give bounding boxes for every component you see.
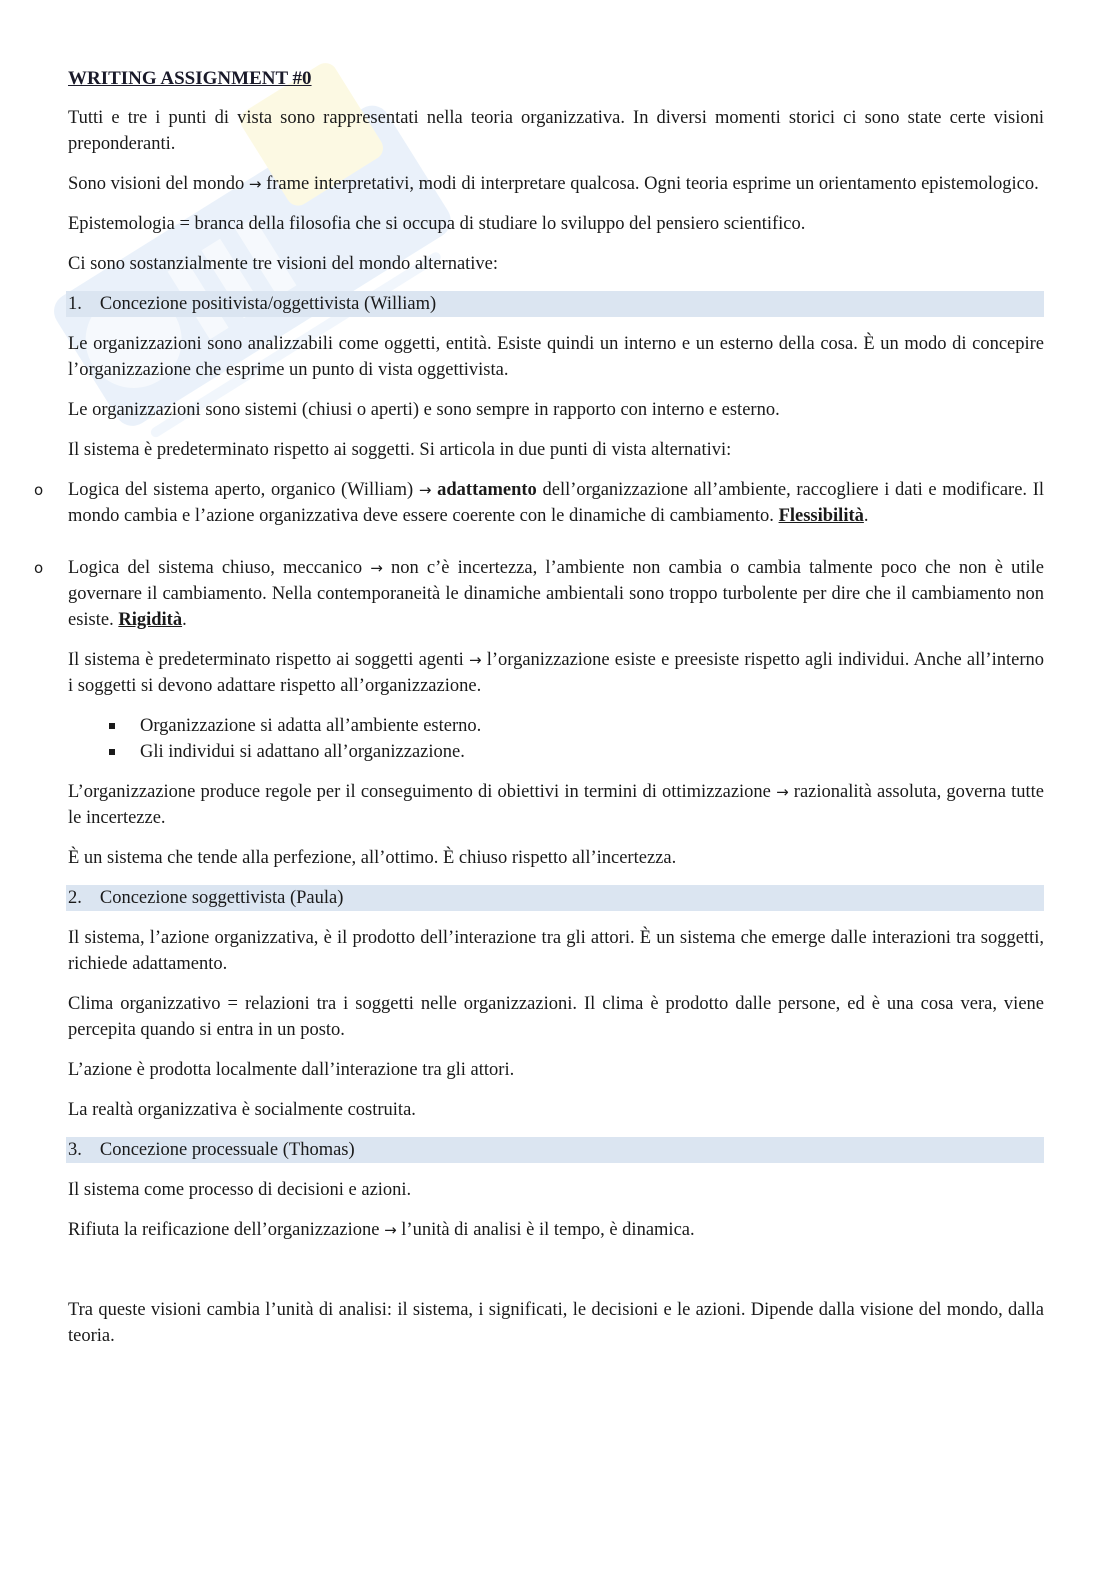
circle-bullet-icon: o xyxy=(34,481,44,499)
section2-paragraph-1: Il sistema, l’azione organizzativa, è il prodotto dell’interazione tra gli attori. È un sistema che emerge dalle interazioni tra soggetti, richiede adattamento. xyxy=(68,928,1044,974)
section1-paragraph-1: Le organizzazioni sono analizzabili come oggetti, entità. Esiste quindi un interno e un esterno della cosa. È un modo di concepire l’organizzazione che esprime un punto di vista oggettivista. xyxy=(68,334,1044,380)
section1-paragraph-6: È un sistema che tende alla perfezione, all’ottimo. È chiuso rispetto all’incertezza. xyxy=(68,848,677,868)
section1-paragraph-4: Il sistema è predeterminato rispetto ai soggetti agenti → l’organizzazione esiste e preesiste rispetto agli individui. Anche all’interno i soggetti si devono adattare rispetto all’organizzazione. xyxy=(68,650,1044,696)
section-heading-3 xyxy=(66,1137,1044,1163)
section1-paragraph-2: Le organizzazioni sono sistemi (chiusi o aperti) e sono sempre in rapporto con interno e esterno. xyxy=(68,400,780,420)
arrow-right-icon: → xyxy=(370,559,383,577)
section-heading-1 xyxy=(66,291,1044,317)
section1-paragraph-3: Il sistema è predeterminato rispetto ai soggetti. Si articola in due punti di vista alternativi: xyxy=(68,440,732,460)
section2-paragraph-2: Clima organizzativo = relazioni tra i soggetti nelle organizzazioni. Il clima è prodotto dalle persone, ed è una cosa vera, viene percepita quando si entra in un posto. xyxy=(68,994,1044,1040)
intro-paragraph-2: Sono visioni del mondo → frame interpretativi, modi di interpretare qualcosa. Ogni teoria esprime un orientamento epistemologico. xyxy=(68,174,1039,194)
intro-paragraph-1: Tutti e tre i punti di vista sono rappresentati nella teoria organizzativa. In diversi momenti storici ci sono state certe visioni preponderanti. xyxy=(68,108,1044,154)
intro-paragraph-3: Epistemologia = branca della filosofia che si occupa di studiare lo sviluppo del pensiero scientifico. xyxy=(68,214,806,234)
arrow-right-icon: → xyxy=(776,783,789,801)
section-number: 1. xyxy=(68,294,82,314)
section1-paragraph-5: L’organizzazione produce regole per il conseguimento di obiettivi in termini di ottimizzazione → razionalità assoluta, governa tutte le incertezze. xyxy=(68,782,1044,828)
list-item-closed-system: o Logica del sistema chiuso, meccanico → non c’è incertezza, l’ambiente non cambia o cambia talmente poco che non è utile governare il cambiamento. Nella contemporaneità le dinamiche ambientali sono troppo turbolente per dire che il cambiamento non esiste. Rigidità. xyxy=(68,555,1044,633)
section-title: Concezione soggettivista (Paula) xyxy=(99,888,344,908)
circle-bullet-icon: o xyxy=(34,559,44,577)
section2-paragraph-3: L’azione è prodotta localmente dall’interazione tra gli attori. xyxy=(68,1060,515,1080)
document-page xyxy=(34,66,1045,1363)
arrow-right-icon: → xyxy=(418,481,432,499)
list-item-open-system: o Logica del sistema aperto, organico (William) → adattamento dell’organizzazione all’ambiente, raccogliere i dati e modificare. Il mondo cambia e l’azione organizzativa deve essere coerente con le dinamiche di cambiamento. Flessibilità. xyxy=(68,477,1044,529)
section2-paragraph-4: La realtà organizzativa è socialmente costruita. xyxy=(68,1100,416,1120)
section3-paragraph-1: Il sistema come processo di decisioni e azioni. xyxy=(68,1180,412,1200)
section-heading-2 xyxy=(66,885,1044,911)
list-item: Gli individui si adattano all’organizzazione. xyxy=(68,739,1044,765)
section-number: 3. xyxy=(68,1140,82,1160)
square-bullet-list xyxy=(68,713,1044,765)
conclusion-paragraph: Tra queste visioni cambia l’unità di analisi: il sistema, i significati, le decisioni e le azioni. Dipende dalla visione del mondo, dalla teoria. xyxy=(68,1300,1044,1346)
arrow-right-icon: → xyxy=(468,651,482,669)
list-item: Organizzazione si adatta all’ambiente esterno. xyxy=(68,713,1044,739)
arrow-right-icon: → xyxy=(248,175,262,193)
arrow-right-icon: → xyxy=(384,1221,397,1239)
section-title: Concezione positivista/oggettivista (William) xyxy=(99,294,437,314)
page-title: WRITING ASSIGNMENT #0 xyxy=(68,68,312,89)
intro-paragraph-4: Ci sono sostanzialmente tre visioni del mondo alternative: xyxy=(68,254,499,274)
section3-paragraph-2: Rifiuta la reificazione dell’organizzazione → l’unità di analisi è il tempo, è dinamica. xyxy=(68,1220,695,1240)
keyword-rigidita: Rigidità xyxy=(118,610,183,630)
keyword-flessibilita: Flessibilità xyxy=(778,506,864,526)
section-title: Concezione processuale (Thomas) xyxy=(99,1140,355,1160)
section-number: 2. xyxy=(68,888,82,908)
